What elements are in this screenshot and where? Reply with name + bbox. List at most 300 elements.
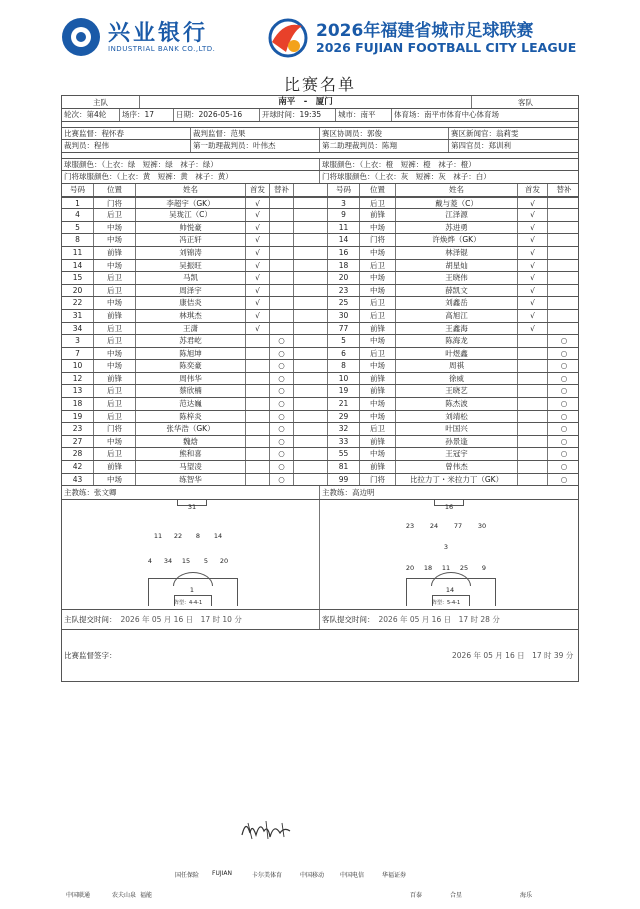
away-player-name: 陈杰波 — [396, 398, 518, 410]
away-player-number: 55 — [328, 448, 360, 460]
away-starter-mark — [518, 474, 548, 486]
away-player-position: 后卫 — [360, 260, 396, 272]
away-starter-mark — [518, 348, 548, 360]
home-player-number: 43 — [62, 474, 94, 486]
player-row — [61, 260, 579, 273]
away-player-number: 5 — [328, 335, 360, 347]
away-player-name: 刘鑫岳 — [396, 297, 518, 309]
away-player-name: 徐威 — [396, 373, 518, 385]
match-date: 日期：2026-05-16 — [174, 109, 260, 121]
away-player-name: 王晓艺 — [396, 385, 518, 397]
home-player-name: 吴振旺 — [136, 260, 246, 272]
home-player-number: 3 — [62, 335, 94, 347]
col-substitute: 替补 — [270, 184, 294, 196]
league-logo — [264, 12, 594, 62]
home-substitute-mark — [270, 247, 294, 259]
bank-logo-icon — [62, 18, 100, 56]
sponsor-logo: 农夫山泉 — [112, 892, 137, 899]
away-player-name: 叶国兴 — [396, 423, 518, 435]
col-gap — [294, 436, 328, 448]
away-substitute-mark — [548, 272, 580, 284]
home-starter-mark: √ — [246, 285, 270, 297]
col-gap — [294, 335, 328, 347]
away-player-position: 后卫 — [360, 348, 396, 360]
away-starter-mark: √ — [518, 310, 548, 322]
away-substitute-mark: ○ — [560, 373, 568, 383]
formation-player: 3 — [443, 543, 449, 552]
away-substitute-mark: ○ — [560, 436, 568, 446]
formation-player: 4 — [147, 557, 153, 566]
supervisor-sign-label: 比赛监督签字： — [64, 651, 117, 661]
col-starter: 首发 — [518, 184, 548, 196]
away-player-position: 后卫 — [360, 297, 396, 309]
home-player-name: 王潇 — [136, 323, 246, 335]
away-player-name: 比拉力丁・米拉力丁（GK） — [396, 474, 518, 486]
roster-sheet — [61, 95, 579, 682]
home-player-number: 12 — [62, 373, 94, 385]
away-player-name: 孙景逢 — [396, 436, 518, 448]
home-player-name: 冯正轩 — [136, 234, 246, 246]
home-starter-mark — [246, 474, 270, 486]
gk-kit-row — [61, 171, 579, 184]
away-player-number: 29 — [328, 411, 360, 423]
sponsor-logo: 合星 — [450, 892, 463, 899]
home-player-name: 林琪杰 — [136, 310, 246, 322]
away-player-position: 前锋 — [360, 436, 396, 448]
away-player-position: 中场 — [360, 222, 396, 234]
away-player-name: 薛凯文 — [396, 285, 518, 297]
sponsor-logo: 中国移动 — [300, 872, 325, 879]
home-player-position: 后卫 — [94, 448, 136, 460]
away-player-position: 前锋 — [360, 461, 396, 473]
col-substitute: 替补 — [556, 184, 572, 194]
home-starter-mark: √ — [246, 234, 270, 246]
col-gap — [294, 448, 328, 460]
player-row — [61, 436, 579, 449]
formation-player: 20 — [405, 564, 415, 573]
player-row — [61, 348, 579, 361]
home-player-position: 中场 — [94, 297, 136, 309]
bank-name-cn: 兴业银行 — [108, 21, 209, 46]
home-team: 南平 — [278, 97, 296, 107]
col-starter: 首发 — [246, 184, 270, 196]
away-starter-mark: √ — [518, 234, 548, 246]
player-rows — [61, 197, 579, 487]
home-substitute-mark: ○ — [270, 348, 294, 360]
away-substitute-mark: ○ — [560, 336, 568, 346]
col-gap — [294, 373, 328, 385]
home-player-position: 后卫 — [94, 335, 136, 347]
home-player-name: 蔡欣楠 — [136, 385, 246, 397]
home-player-position: 后卫 — [94, 209, 136, 221]
home-substitute-mark: ○ — [270, 474, 294, 486]
col-gap — [294, 348, 328, 360]
home-player-number: 8 — [62, 234, 94, 246]
league-title-cn: 2026年福建省城市足球联赛 — [316, 21, 534, 41]
away-player-name: 曾伟杰 — [396, 461, 518, 473]
coach-row — [61, 486, 579, 500]
away-substitute-mark — [548, 198, 580, 209]
home-starter-mark — [246, 348, 270, 360]
away-substitute-mark — [548, 222, 580, 234]
away-player-position: 前锋 — [360, 323, 396, 335]
away-starter-mark — [518, 398, 548, 410]
player-row — [61, 209, 579, 222]
home-player-name: 苏君屹 — [136, 335, 246, 347]
col-gap — [294, 209, 328, 221]
home-player-name: 范达巍 — [136, 398, 246, 410]
home-substitute-mark: ○ — [270, 373, 294, 385]
col-gap — [294, 411, 328, 423]
away-submit-label: 客队提交时间： — [322, 615, 375, 625]
col-gap — [294, 198, 328, 209]
home-player-number: 14 — [62, 260, 94, 272]
sponsor-logo: 华福证券 — [382, 872, 407, 879]
away-player-number: 18 — [328, 260, 360, 272]
formation-player: 11 — [153, 532, 163, 541]
away-player-position: 中场 — [360, 360, 396, 372]
away-substitute-mark: ○ — [560, 411, 568, 421]
col-number: 号码 — [328, 184, 360, 196]
header — [0, 0, 640, 68]
home-player-name: 周伟华 — [136, 373, 246, 385]
match-teams — [140, 96, 472, 108]
sponsor-logo: FUJIAN — [212, 870, 232, 877]
home-player-name: 魏焓 — [136, 436, 246, 448]
player-row — [61, 411, 579, 424]
away-substitute-mark: ○ — [560, 361, 568, 371]
col-position: 位置 — [360, 184, 396, 196]
away-starter-mark: √ — [518, 222, 548, 234]
sponsor-bar — [0, 866, 640, 906]
home-player-number: 20 — [62, 285, 94, 297]
home-player-number: 18 — [62, 398, 94, 410]
venue: 体育场：南平市体育中心体育场 — [394, 110, 499, 119]
col-gap — [294, 285, 328, 297]
player-row — [61, 310, 579, 323]
away-substitute-mark — [548, 247, 580, 259]
home-player-position: 中场 — [94, 348, 136, 360]
supervisor-signature-icon — [238, 815, 298, 843]
col-gap — [294, 474, 328, 486]
away-starter-mark: √ — [518, 247, 548, 259]
away-starter-mark — [518, 335, 548, 347]
home-player-position: 后卫 — [94, 398, 136, 410]
league-title-en: 2026 FUJIAN FOOTBALL CITY LEAGUE — [316, 40, 577, 55]
col-name: 姓名 — [136, 184, 246, 196]
player-row — [61, 385, 579, 398]
player-row — [61, 247, 579, 260]
away-starter-mark — [518, 436, 548, 448]
away-player-position: 后卫 — [360, 423, 396, 435]
home-player-position: 后卫 — [94, 411, 136, 423]
away-substitute-mark — [548, 310, 580, 322]
sponsor-logo: 福能 — [140, 892, 153, 899]
home-player-number: 5 — [62, 222, 94, 234]
home-kit-colors: 球服颜色：（上衣：绿 短裤：绿 袜子：绿） — [62, 159, 320, 171]
away-player-number: 99 — [328, 474, 360, 486]
away-player-number: 10 — [328, 373, 360, 385]
press-officer: 赛区新闻官：翁莉雯 — [451, 128, 519, 138]
home-player-position: 前锋 — [94, 310, 136, 322]
away-player-name: 戴与菱（C） — [396, 198, 518, 209]
home-substitute-mark — [270, 209, 294, 221]
kit-row — [61, 159, 579, 172]
away-starter-mark: √ — [518, 272, 548, 284]
home-player-number: 7 — [62, 348, 94, 360]
col-gap — [294, 260, 328, 272]
away-player-number: 21 — [328, 398, 360, 410]
col-gap — [294, 398, 328, 410]
away-player-name: 王冠宇 — [396, 448, 518, 460]
away-starter-mark: √ — [518, 297, 548, 309]
home-substitute-mark: ○ — [270, 461, 294, 473]
col-gap — [294, 184, 328, 196]
home-player-name: 陈旭坤 — [136, 348, 246, 360]
formation-goalkeeper: 14 — [445, 586, 455, 595]
home-player-number: 4 — [62, 209, 94, 221]
away-starter-mark — [518, 373, 548, 385]
home-player-number: 23 — [62, 423, 94, 435]
home-player-number: 34 — [62, 323, 94, 335]
home-player-position: 中场 — [94, 436, 136, 448]
home-starter-mark — [246, 423, 270, 435]
home-starter-mark — [246, 335, 270, 347]
officials-row-1 — [61, 128, 579, 141]
home-substitute-mark — [270, 285, 294, 297]
player-row — [61, 197, 579, 210]
away-player-position: 门将 — [360, 474, 396, 486]
home-player-position: 后卫 — [94, 385, 136, 397]
away-coach: 主教练：高边明 — [322, 488, 375, 498]
away-starter-mark — [518, 411, 548, 423]
away-player-name: 王鑫海 — [396, 323, 518, 335]
col-gap — [294, 385, 328, 397]
player-row — [61, 474, 579, 487]
col-gap — [294, 423, 328, 435]
home-substitute-mark — [270, 323, 294, 335]
team-separator: - — [303, 97, 308, 107]
formation-player: 77 — [453, 522, 463, 531]
away-player-number: 32 — [328, 423, 360, 435]
home-starter-mark — [246, 436, 270, 448]
home-substitute-mark: ○ — [270, 385, 294, 397]
home-formation-label: 阵型：4-4-1 — [174, 600, 203, 607]
away-player-position: 中场 — [360, 398, 396, 410]
col-name: 姓名 — [396, 184, 518, 196]
home-player-number: 42 — [62, 461, 94, 473]
away-starter-mark — [518, 461, 548, 473]
home-player-name: 帅悦豪 — [136, 222, 246, 234]
home-player-name: 李超宇（GK） — [136, 198, 246, 209]
home-player-name: 周泽宇 — [136, 285, 246, 297]
home-substitute-mark: ○ — [270, 448, 294, 460]
col-gap — [294, 360, 328, 372]
home-player-name: 康佶炎 — [136, 297, 246, 309]
home-substitute-mark — [270, 260, 294, 272]
away-player-number: 11 — [328, 222, 360, 234]
away-player-number: 77 — [328, 323, 360, 335]
away-substitute-mark: ○ — [560, 386, 568, 396]
home-label: 主队 — [62, 96, 140, 108]
away-player-number: 8 — [328, 360, 360, 372]
col-gap — [294, 297, 328, 309]
away-substitute-mark — [548, 209, 580, 221]
away-player-number: 23 — [328, 285, 360, 297]
formation-player: 22 — [173, 532, 183, 541]
away-player-name: 林泽锟 — [396, 247, 518, 259]
home-player-number: 28 — [62, 448, 94, 460]
away-player-number: 16 — [328, 247, 360, 259]
home-starter-mark: √ — [246, 310, 270, 322]
home-starter-mark: √ — [246, 247, 270, 259]
home-player-name: 陈梓炎 — [136, 411, 246, 423]
formation-row — [61, 500, 579, 610]
player-row — [61, 423, 579, 436]
home-player-name: 张华浩（GK） — [136, 423, 246, 435]
home-formation — [62, 500, 320, 609]
away-player-number: 81 — [328, 461, 360, 473]
player-row — [61, 297, 579, 310]
col-gap — [294, 323, 328, 335]
home-starter-mark: √ — [246, 222, 270, 234]
home-player-position: 中场 — [94, 234, 136, 246]
sponsor-logo: 中国电信 — [340, 872, 365, 879]
home-player-position: 后卫 — [94, 285, 136, 297]
away-starter-mark — [518, 423, 548, 435]
player-row — [61, 461, 579, 474]
away-starter-mark: √ — [518, 260, 548, 272]
formation-goalkeeper: 1 — [189, 586, 195, 595]
away-player-name: 苏进勇 — [396, 222, 518, 234]
home-player-position: 门将 — [94, 423, 136, 435]
away-substitute-mark — [548, 260, 580, 272]
col-gap — [294, 461, 328, 473]
round: 轮次：第4轮 — [62, 109, 120, 121]
supervisor-sign-time: 2026 年 05 月 16 日 17 时 39 分 — [452, 651, 574, 661]
home-player-name: 刘锦涛 — [136, 247, 246, 259]
player-row — [61, 448, 579, 461]
away-player-name: 周祺 — [396, 360, 518, 372]
home-player-name: 马望凌 — [136, 461, 246, 473]
home-player-number: 19 — [62, 411, 94, 423]
away-player-name: 江泽源 — [396, 209, 518, 221]
away-player-number: 19 — [328, 385, 360, 397]
player-row — [61, 272, 579, 285]
home-player-position: 中场 — [94, 360, 136, 372]
away-player-position: 中场 — [360, 448, 396, 460]
away-starter-mark: √ — [518, 285, 548, 297]
home-player-number: 22 — [62, 297, 94, 309]
away-player-name: 叶煜鑫 — [396, 348, 518, 360]
formation-player: 11 — [441, 564, 451, 573]
home-substitute-mark: ○ — [270, 360, 294, 372]
teams-row — [61, 95, 579, 109]
assistant-referee-1: 第一助理裁判员：叶伟杰 — [191, 140, 320, 152]
away-team: 厦门 — [315, 97, 333, 107]
away-player-name: 陈海龙 — [396, 335, 518, 347]
home-player-number: 11 — [62, 247, 94, 259]
player-row — [61, 335, 579, 348]
home-substitute-mark — [270, 297, 294, 309]
home-player-number: 31 — [62, 310, 94, 322]
home-player-name: 吴珑江（C） — [136, 209, 246, 221]
home-substitute-mark: ○ — [270, 423, 294, 435]
col-gap — [294, 234, 328, 246]
submit-row — [61, 610, 579, 630]
away-player-number: 30 — [328, 310, 360, 322]
home-substitute-mark: ○ — [270, 411, 294, 423]
industrial-bank-logo — [62, 14, 242, 58]
players-header-row — [61, 184, 579, 197]
away-starter-mark — [518, 385, 548, 397]
home-player-position: 前锋 — [94, 247, 136, 259]
match-order: 场序：17 — [120, 109, 174, 121]
sponsor-logo: 国任保险 — [175, 872, 200, 879]
player-row — [61, 373, 579, 386]
home-player-position: 中场 — [94, 222, 136, 234]
home-substitute-mark: ○ — [270, 335, 294, 347]
home-player-position: 门将 — [94, 198, 136, 209]
away-player-number: 6 — [328, 348, 360, 360]
home-player-position: 前锋 — [94, 461, 136, 473]
away-starter-mark — [518, 448, 548, 460]
formation-player: 5 — [203, 557, 209, 566]
home-substitute-mark — [270, 234, 294, 246]
player-row — [61, 222, 579, 235]
home-gk-kit-colors: 门将球服颜色：（上衣：黄 短裤：黄 袜子：黄） — [62, 171, 320, 183]
away-player-name: 胡星灿 — [396, 260, 518, 272]
away-substitute-mark: ○ — [560, 424, 568, 434]
formation-player: 23 — [405, 522, 415, 531]
away-substitute-mark: ○ — [560, 462, 568, 472]
player-row — [61, 323, 579, 336]
venue-coordinator: 赛区协调员：郭俊 — [320, 128, 449, 140]
home-substitute-mark: ○ — [270, 436, 294, 448]
home-substitute-mark — [270, 198, 294, 209]
home-player-number: 15 — [62, 272, 94, 284]
away-substitute-mark — [548, 234, 580, 246]
away-player-number: 3 — [328, 198, 360, 209]
away-formation — [320, 500, 580, 609]
info-row — [61, 109, 579, 122]
bank-name-en: INDUSTRIAL BANK CO.,LTD. — [108, 45, 216, 53]
home-player-name: 熊和喜 — [136, 448, 246, 460]
sponsor-logo: 百泰 — [410, 892, 423, 899]
away-kit-colors: 球服颜色：（上衣：橙 短裤：橙 袜子：橙） — [322, 159, 476, 169]
col-gap — [294, 272, 328, 284]
formation-player: 20 — [219, 557, 229, 566]
home-player-number: 13 — [62, 385, 94, 397]
away-player-position: 后卫 — [360, 310, 396, 322]
home-starter-mark: √ — [246, 323, 270, 335]
away-player-number: 14 — [328, 234, 360, 246]
away-substitute-mark: ○ — [560, 348, 568, 358]
away-gk-kit-colors: 门将球服颜色：（上衣：灰 短裤：灰 袜子：白） — [322, 172, 491, 182]
away-substitute-mark — [548, 285, 580, 297]
player-row — [61, 398, 579, 411]
home-player-name: 陈奕豪 — [136, 360, 246, 372]
kickoff-time: 开球时间：19:35 — [260, 109, 336, 121]
home-starter-mark — [246, 398, 270, 410]
match-supervisor: 比赛监督：程怀春 — [62, 128, 191, 140]
away-player-number: 20 — [328, 272, 360, 284]
away-player-position: 中场 — [360, 247, 396, 259]
home-substitute-mark — [270, 272, 294, 284]
player-row — [61, 234, 579, 247]
home-player-number: 10 — [62, 360, 94, 372]
formation-player: 24 — [429, 522, 439, 531]
